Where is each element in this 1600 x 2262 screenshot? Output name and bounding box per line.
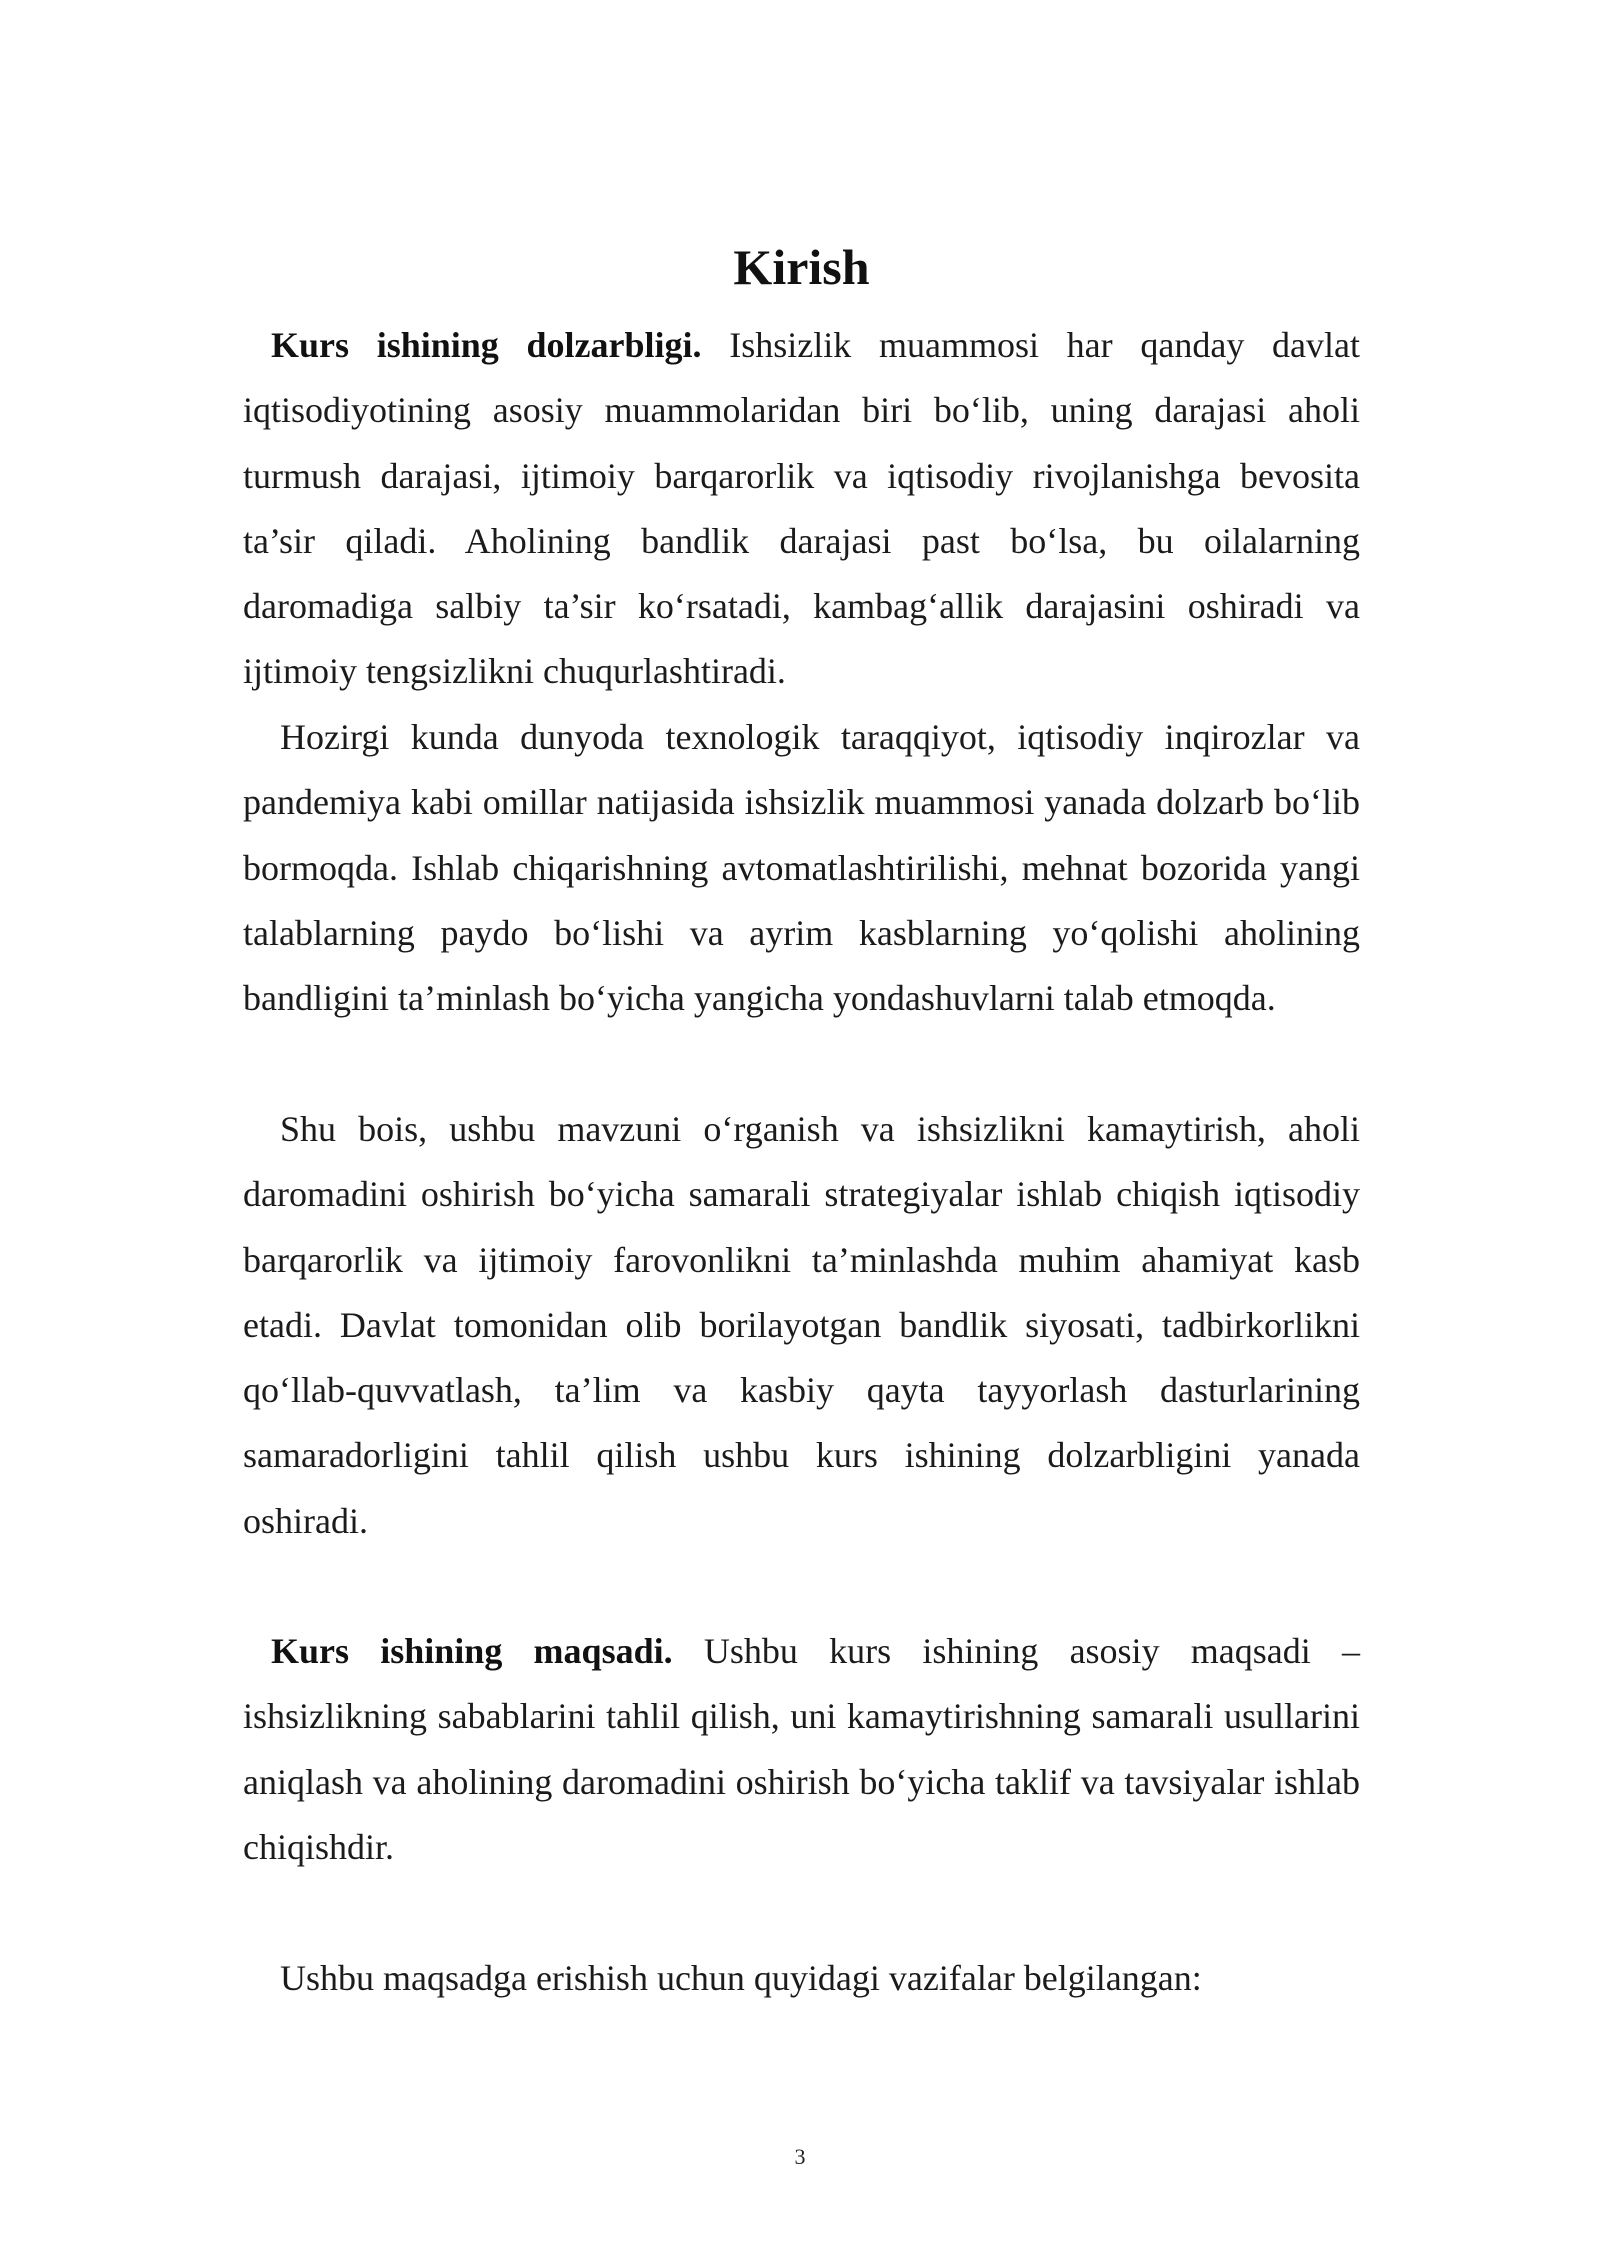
paragraph-lead-goal: Kurs ishining maqsadi. bbox=[271, 1631, 673, 1671]
paragraph-text-importance: Shu bois, ushbu mavzuni o‘rganish va ishsizlikni kamaytirish, aholi daromadini oshirish bo‘yicha samarali strategiyalar ishlab chiqish iqtisodiy barqarorlik va ijtimoiy farovonlikni ta’minlashda muhim ahamiyat kasb etadi. Davlat tomonidan olib borilayotgan bandlik siyosati, tadbirkorlikni qo‘llab-quvvatlash, ta’lim va kasbiy qayta tayyorlash dasturlarining samaradorligini tahlil qilish ushbu kurs ishining dolzarbligini yanada oshiradi. bbox=[243, 1109, 1360, 1541]
paragraph-text-current-context: Hozirgi kunda dunyoda texnologik taraqqiyot, iqtisodiy inqirozlar va pandemiya kabi omillar natijasida ishsizlik muammosi yanada dolzarb bo‘lib bormoqda. Ishlab chiqarishning avtomatlashtirilishi, mehnat bozorida yangi talablarning paydo bo‘lishi va ayrim kasblarning yo‘qolishi aholining bandligini ta’minlash bo‘yicha yangicha yondashuvlarni talab etmoqda. bbox=[243, 717, 1360, 1019]
page-number: 3 bbox=[794, 2144, 806, 2169]
paragraph-current-context bbox=[243, 705, 1360, 1031]
paragraph-goal bbox=[243, 1619, 1360, 1880]
paragraph-text-goal: Ushbu kurs ishining asosiy maqsadi – ishsizlikning sabablarini tahlil qilish, uni kamaytirishning samarali usullarini aniqlash va aholining daromadini oshirish bo‘yicha taklif va tavsiyalar ishlab chiqishdir. bbox=[243, 1631, 1360, 1867]
paragraph-text-tasks-intro: Ushbu maqsadga erishish uchun quyidagi vazifalar belgilangan: bbox=[280, 1958, 1202, 1998]
paragraph-relevance bbox=[243, 313, 1360, 705]
page-title: Kirish bbox=[733, 239, 870, 295]
paragraph-text-relevance: Ishsizlik muammosi har qanday davlat iqtisodiyotining asosiy muammolaridan biri bo‘lib, uning darajasi aholi turmush darajasi, ijtimoiy barqarorlik va iqtisodiy rivojlanishga bevosita ta’sir qiladi. Aholining bandlik darajasi past bo‘lsa, bu oilalarning daromadiga salbiy ta’sir ko‘rsatadi, kambag‘allik darajasini oshiradi va ijtimoiy tengsizlikni chuqurlashtiradi. bbox=[243, 325, 1361, 692]
paragraph-importance bbox=[243, 1097, 1360, 1554]
paragraph-lead-relevance: Kurs ishining dolzarbligi. bbox=[271, 325, 702, 365]
paragraph-tasks-intro bbox=[243, 1946, 1360, 2011]
